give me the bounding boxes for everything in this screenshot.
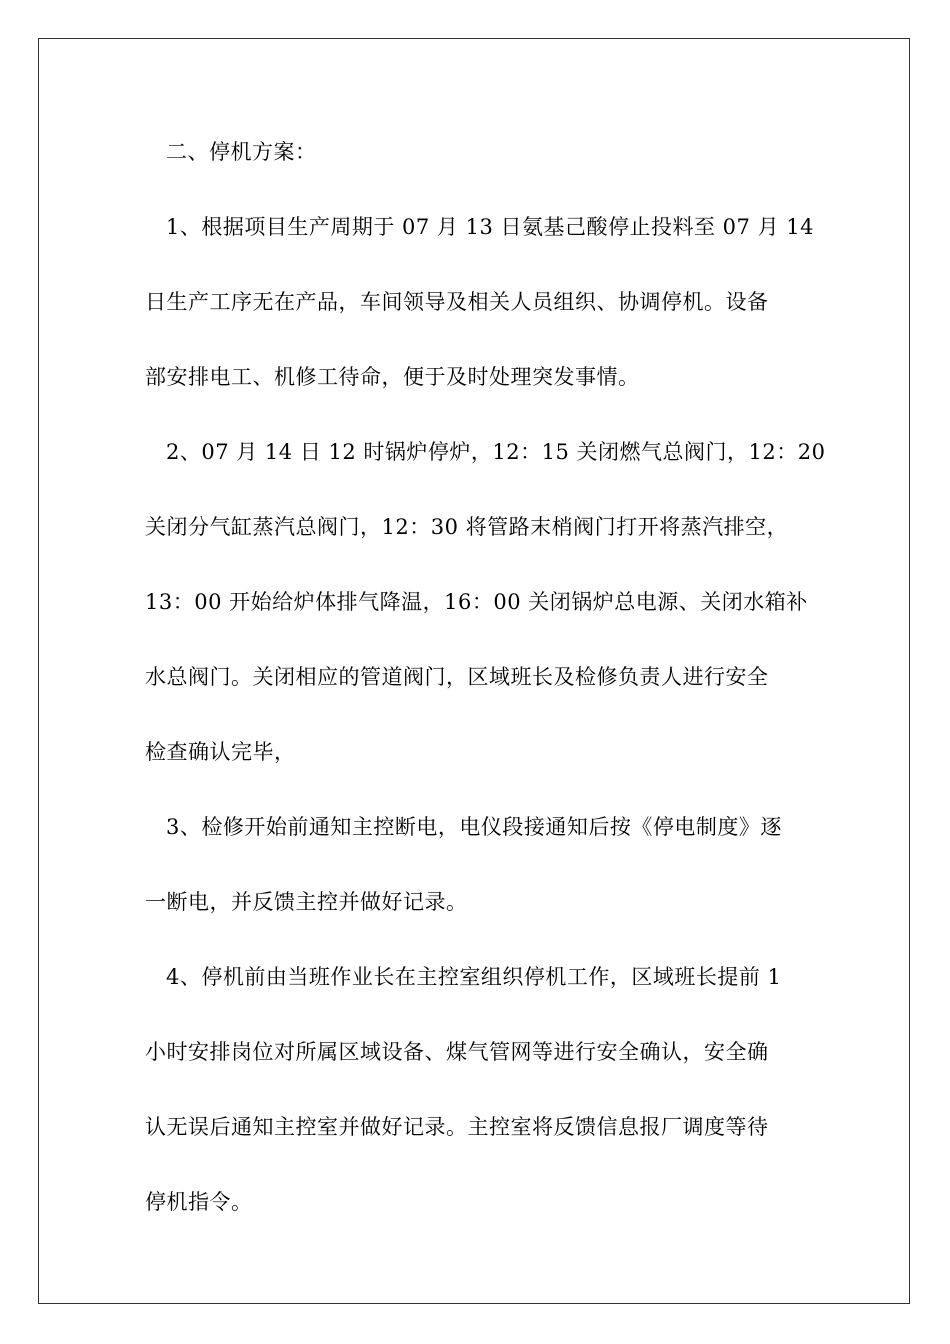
paragraph-4-line-3: 认无误后通知主控室并做好记录。主控室将反馈信息报厂调度等待 (145, 1115, 769, 1139)
document-body (145, 115, 826, 1240)
paragraph-2-line-5: 检查确认完毕， (145, 740, 296, 764)
paragraph-1-line-2: 日生产工序无在产品，车间领导及相关人员组织、协调停机。设备 (145, 290, 769, 314)
paragraph-3-line-1: 3、检修开始前通知主控断电，电仪段接通知后按《停电制度》逐 (166, 815, 782, 839)
paragraph-2-line-3: 13：00 开始给炉体排气降温，16：00 关闭锅炉总电源、关闭水箱补 (145, 590, 808, 614)
paragraph-4-line-4: 停机指令。 (145, 1190, 253, 1214)
section-heading: 二、停机方案： (166, 140, 317, 164)
paragraph-2-line-1: 2、07 月 14 日 12 时锅炉停炉，12：15 关闭燃气总阀门，12：20 (166, 440, 826, 464)
paragraph-2-line-2: 关闭分气缸蒸汽总阀门，12：30 将管路末梢阀门打开将蒸汽排空， (145, 515, 789, 539)
paragraph-3-line-2: 一断电，并反馈主控并做好记录。 (145, 890, 468, 914)
paragraph-4-line-1: 4、停机前由当班作业长在主控室组织停机工作，区域班长提前 1 (166, 965, 782, 989)
paragraph-1-line-3: 部安排电工、机修工待命，便于及时处理突发事情。 (145, 365, 640, 389)
paragraph-2-line-4: 水总阀门。关闭相应的管道阀门，区域班长及检修负责人进行安全 (145, 665, 769, 689)
paragraph-4-line-2: 小时安排岗位对所属区域设备、煤气管网等进行安全确认，安全确 (145, 1040, 769, 1064)
paragraph-1-line-1: 1、根据项目生产周期于 07 月 13 日氨基己酸停止投料至 07 月 14 (166, 215, 814, 239)
